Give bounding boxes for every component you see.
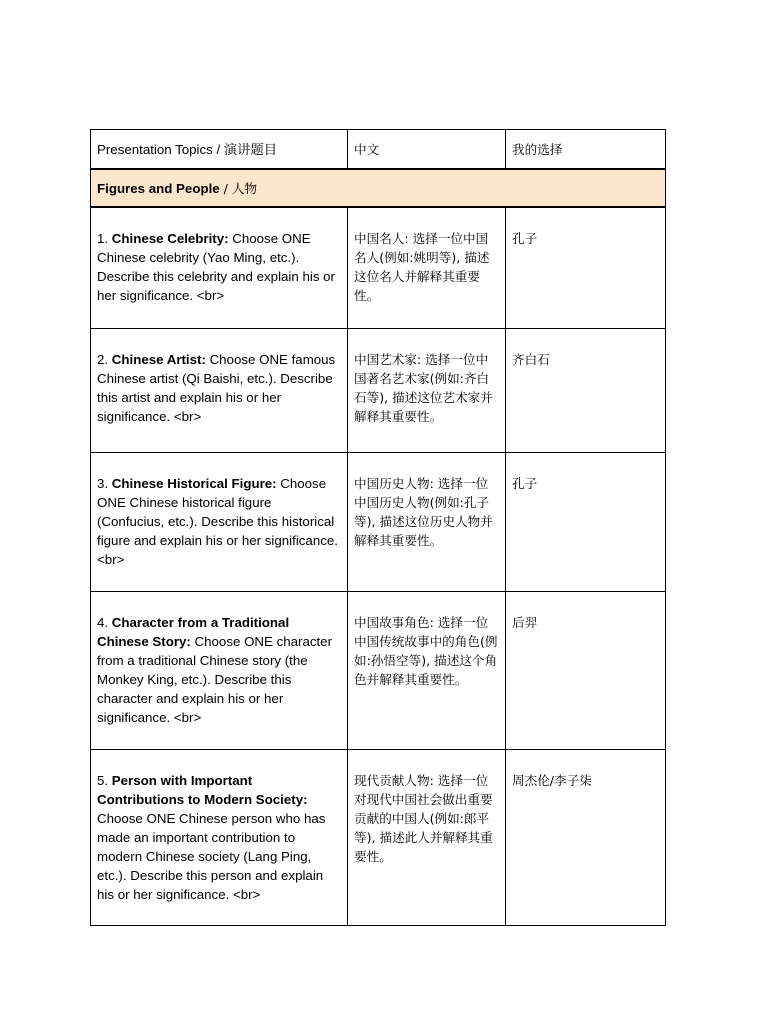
section-cell <box>91 169 666 207</box>
section-title: Figures and People <box>97 180 220 196</box>
table-row <box>91 328 666 452</box>
chinese-cell <box>348 749 506 925</box>
topic-cell <box>91 328 348 452</box>
topic-body: Choose ONE character from a traditional Chinese story (the Monkey King, etc.). Describe this character and explain his or her significance. <br> <box>97 633 332 725</box>
topic-number: 4. <box>97 614 112 630</box>
topic-title: Person with Important Contributions to Modern Society: <box>97 772 308 807</box>
chinese-text: 中国故事角色: 选择一位中国传统故事中的角色(例如:孙悟空等), 描述这个角色并解释其重要性。 <box>354 614 498 687</box>
topic-number: 1. <box>97 231 112 246</box>
topic-cell <box>91 591 348 749</box>
chinese-text: 现代贡献人物: 选择一位对现代中国社会做出重要贡献的中国人(例如:郎平等), 描述此人并解释其重要性。 <box>354 772 493 864</box>
table-row <box>91 207 666 328</box>
header-chinese-cell <box>348 130 506 170</box>
chinese-text: 中国历史人物: 选择一位中国历史人物(例如:孔子等), 描述这位历史人物并解释其重要性。 <box>354 475 493 548</box>
choice-cell[interactable] <box>506 591 666 749</box>
choice-cell[interactable] <box>506 452 666 591</box>
table-row <box>91 749 666 925</box>
choice-cell[interactable] <box>506 328 666 452</box>
choice-text: 孔子 <box>512 475 538 491</box>
header-topics-cell <box>91 130 348 170</box>
topic-body: Choose ONE Chinese historical figure (Confucius, etc.). Describe this historical figure and explain his or her significance. <br> <box>97 475 338 567</box>
topic-cell <box>91 749 348 925</box>
header-topics-label: Presentation Topics / 演讲题目 <box>97 141 278 157</box>
presentation-topics-table <box>90 129 666 926</box>
choice-text: 齐白石 <box>512 351 550 367</box>
section-suffix: / 人物 <box>219 180 258 196</box>
chinese-cell <box>348 591 506 749</box>
choice-cell[interactable] <box>506 207 666 328</box>
topic-title: Chinese Celebrity: <box>111 231 229 246</box>
topic-body: Choose ONE Chinese celebrity (Yao Ming, etc.). Describe this celebrity and explain his or her significance. <br> <box>97 231 335 303</box>
table-row <box>91 591 666 749</box>
chinese-cell <box>348 452 506 591</box>
choice-cell[interactable] <box>506 749 666 925</box>
topic-number: 5. <box>97 772 112 788</box>
header-choice-label: 我的选择 <box>512 141 563 157</box>
chinese-text: 中国艺术家: 选择一位中国著名艺术家(例如:齐白石等), 描述这位艺术家并解释其重要性。 <box>354 351 493 424</box>
choice-text: 后羿 <box>512 614 538 630</box>
table-header-row <box>91 130 666 170</box>
topic-title: Chinese Artist: <box>111 351 206 367</box>
topic-body: Choose ONE Chinese person who has made an important contribution to modern Chinese society (Lang Ping, etc.). Describe this person and explain his or her significance. <br> <box>97 810 326 902</box>
topic-cell <box>91 207 348 328</box>
topic-number: 3. <box>97 475 112 491</box>
topic-title: Character from a Traditional Chinese Story: <box>97 614 290 649</box>
chinese-cell <box>348 328 506 452</box>
chinese-text: 中国名人: 选择一位中国名人(例如:姚明等), 描述这位名人并解释其重要性。 <box>354 231 490 303</box>
topic-title: Chinese Historical Figure: <box>111 475 277 491</box>
topic-cell <box>91 452 348 591</box>
choice-text: 周杰伦/李子柒 <box>512 772 592 788</box>
choice-text: 孔子 <box>512 231 538 246</box>
section-row <box>91 169 666 207</box>
topic-number: 2. <box>97 351 112 367</box>
chinese-cell <box>348 207 506 328</box>
table-row <box>91 452 666 591</box>
header-chinese-label: 中文 <box>354 141 380 157</box>
header-choice-cell <box>506 130 666 170</box>
topic-body: Choose ONE famous Chinese artist (Qi Baishi, etc.). Describe this artist and explain his or her significance. <br> <box>97 351 336 424</box>
